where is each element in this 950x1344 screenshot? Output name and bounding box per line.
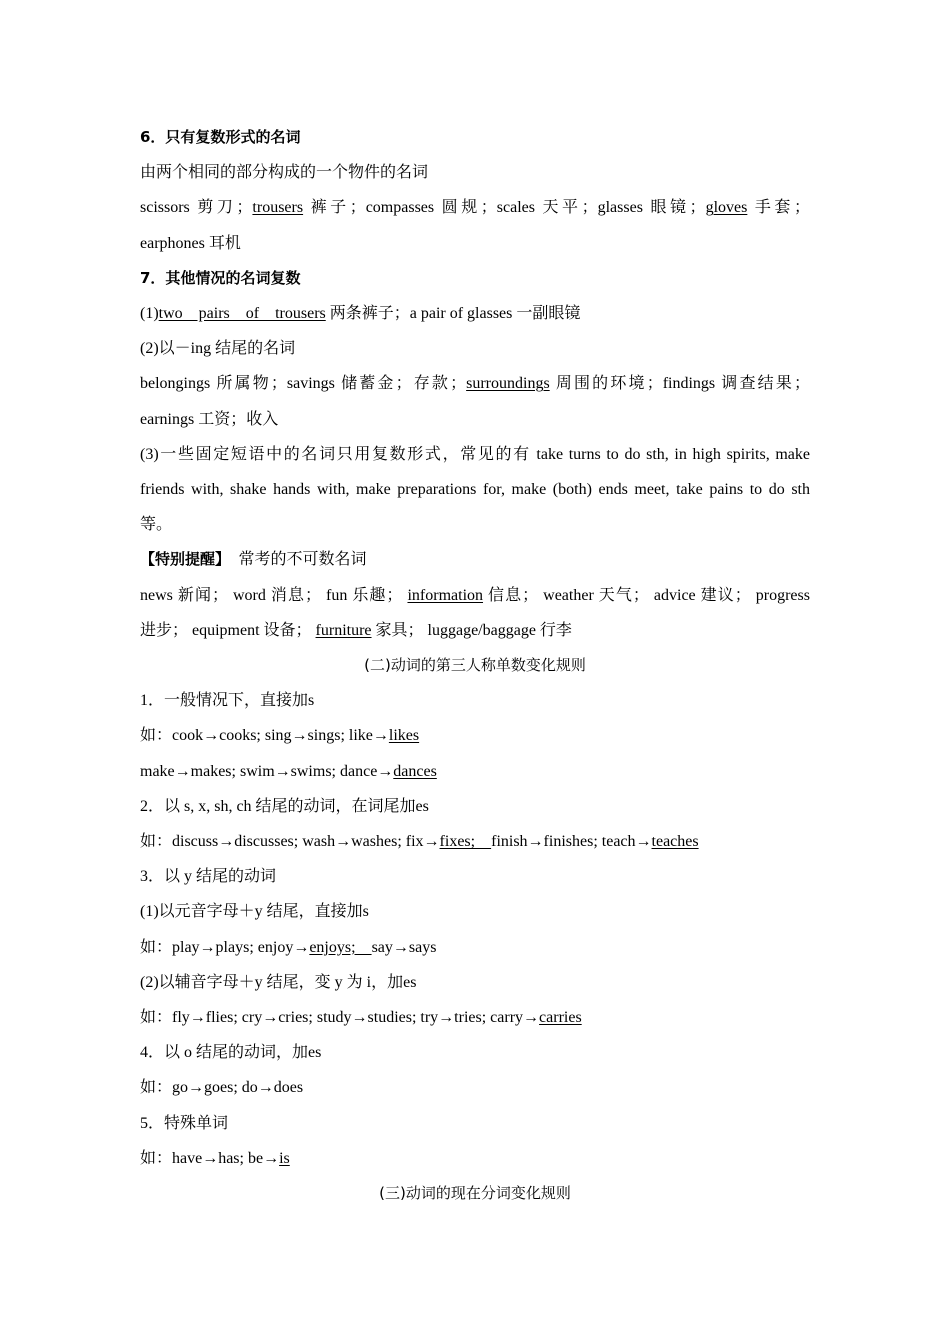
text-run: finish→finishes; teach→ [491, 833, 652, 851]
text-run: 如：fly→flies; cry→cries; study→studies; try→tries; carry→ [140, 1009, 540, 1027]
text-line [140, 754, 810, 789]
document-page [140, 120, 810, 1211]
text-line: 如：go→goes; do→does [140, 1079, 304, 1097]
answer-underline: carries [539, 1009, 582, 1027]
answer-underline: teaches [651, 833, 699, 851]
text-run: 进步； equipment 设备； [140, 621, 316, 639]
text-line [140, 578, 810, 613]
text-line [140, 1141, 810, 1176]
text-line: (1)以元音字母＋y 结尾，直接加s [140, 903, 369, 921]
answer-underline: trousers [252, 199, 304, 217]
text-line: (2)以－ing 结尾的名词 [140, 340, 296, 358]
text-run: make→makes; swim→swims; dance→ [140, 762, 394, 780]
text-line: (2)以辅音字母＋y 结尾，变 y 为 i，加es [140, 973, 417, 991]
answer-underline: two pairs of trousers [158, 305, 326, 323]
text-run: scissors 剪刀； [140, 199, 253, 217]
text-line [140, 718, 810, 753]
text-line: (3)一些固定短语中的名词只用复数形式，常见的有 take turns to do sth, in high spirits, make [140, 445, 810, 463]
text-line: 由两个相同的部分构成的一个物件的名词 [140, 164, 429, 182]
note-subtitle: 常考的不可数名词 [222, 551, 367, 569]
text-run: 如：play→plays; enjoy→ [140, 938, 310, 956]
section-title-verbs-third-person: (二)动词的第三人称单数变化规则 [364, 656, 586, 675]
text-line [140, 824, 810, 859]
answer-underline: fixes; [439, 833, 492, 851]
text-line: 5．特殊单词 [140, 1114, 229, 1132]
text-line: earphones 耳机 [140, 234, 241, 252]
text-line [140, 366, 810, 401]
text-line [140, 613, 810, 648]
text-line: earnings 工资；收入 [140, 410, 279, 428]
text-run: 如：cook→cooks; sing→sings; like→ [140, 727, 389, 745]
special-note [140, 542, 810, 577]
text-line: friends with, shake hands with, make preparations for, make (both) ends meet, take pains to do sth [140, 481, 810, 499]
answer-underline: surroundings [466, 375, 550, 393]
text-line: 4．以 o 结尾的动词，加es [140, 1044, 322, 1062]
text-line: 3．以 y 结尾的动词 [140, 868, 277, 886]
text-run: 家具； luggage/baggage 行李 [371, 621, 572, 639]
answer-underline: is [279, 1149, 290, 1167]
text-run: belongings 所属物；savings 储蓄金；存款； [140, 375, 467, 393]
text-run: (1) [140, 305, 159, 323]
answer-underline: gloves [705, 199, 748, 217]
note-heading: 【特别提醒】 [140, 550, 223, 569]
text-run: 两条裤子；a pair of glasses 一副眼镜 [325, 305, 581, 323]
answer-underline: dances [393, 762, 437, 780]
text-line [140, 1000, 810, 1035]
text-line [140, 296, 810, 331]
answer-underline: information [407, 586, 484, 604]
text-run: 如：have→has; be→ [140, 1149, 280, 1167]
text-run: news 新闻； word 消息； fun 乐趣； [140, 586, 408, 604]
text-run: say→says [371, 938, 437, 956]
section-heading-6: 6．只有复数形式的名词 [140, 128, 301, 146]
text-line: 2．以 s, x, sh, ch 结尾的动词，在词尾加es [140, 797, 429, 815]
text-line: 等。 [140, 516, 173, 534]
answer-underline: enjoys; [309, 938, 372, 956]
text-run: 裤子；compasses 圆规；scales 天平；glasses 眼镜； [303, 199, 706, 217]
answer-underline: furniture [315, 621, 372, 639]
text-line: 1．一般情况下，直接加s [140, 692, 315, 710]
text-line [140, 190, 810, 225]
answer-underline: likes [388, 727, 420, 745]
text-run: 周围的环境；findings 调查结果； [549, 375, 810, 393]
text-run: 如：discuss→discusses; wash→washes; fix→ [140, 833, 440, 851]
text-run: 手套； [747, 199, 810, 217]
section-heading-7: 7．其他情况的名词复数 [140, 268, 301, 287]
text-line [140, 930, 810, 965]
section-title-present-participle: (三)动词的现在分词变化规则 [379, 1184, 571, 1203]
text-run: 信息； weather 天气； advice 建议； progress [483, 586, 810, 604]
